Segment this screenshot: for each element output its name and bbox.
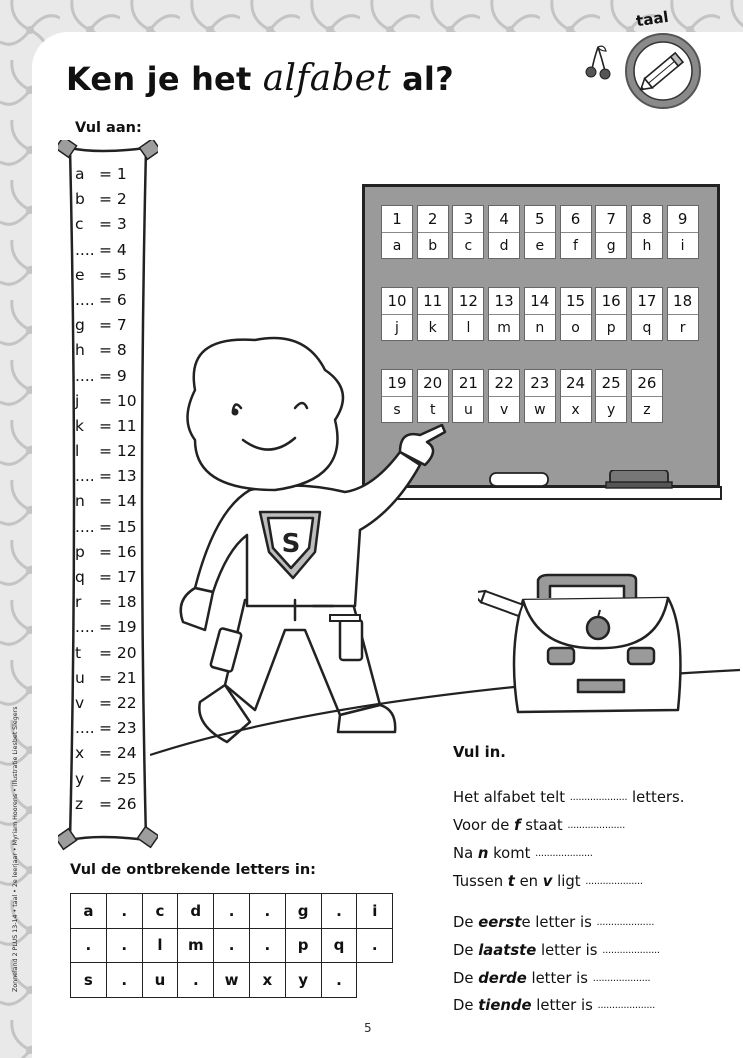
board-cell xyxy=(417,205,449,259)
board-cell-number: 12 xyxy=(453,288,483,315)
board-cell-letter: m xyxy=(497,320,511,336)
alphabet-number: = 16 xyxy=(99,542,137,561)
board-cell-number: 13 xyxy=(489,288,519,315)
missing-letters-heading: Vul de ontbrekende letters in: xyxy=(70,862,316,878)
grid-cell: c xyxy=(142,894,178,929)
alphabet-number: = 12 xyxy=(99,442,137,461)
grid-cell[interactable]: . xyxy=(321,963,357,998)
board-cell xyxy=(595,287,627,341)
alphabet-row xyxy=(75,565,155,590)
alphabet-row xyxy=(75,691,155,716)
alphabet-number: = 24 xyxy=(99,744,137,763)
board-cell xyxy=(631,287,663,341)
alphabet-number: = 4 xyxy=(99,240,127,259)
grid-cell: x xyxy=(249,963,285,998)
board-cell-letter: h xyxy=(642,238,652,254)
alphabet-row xyxy=(75,338,155,363)
board-cell-letter: c xyxy=(464,238,473,254)
board-cell-letter: i xyxy=(680,238,685,254)
board-cell xyxy=(524,287,556,341)
board-cell-number: 18 xyxy=(668,288,698,315)
board-cell-number: 5 xyxy=(525,206,555,233)
alphabet-number: = 14 xyxy=(99,492,137,511)
board-cell-letter: b xyxy=(428,238,438,254)
alphabet-row[interactable] xyxy=(75,615,155,640)
alphabet-row xyxy=(75,162,155,187)
board-cell-number: 4 xyxy=(489,206,519,233)
board-cell-number: 17 xyxy=(632,288,662,315)
chalk-and-eraser xyxy=(488,470,688,492)
board-cell xyxy=(488,205,520,259)
alphabet-row xyxy=(75,767,155,792)
grid-cell: m xyxy=(178,928,214,963)
alphabet-letter: k xyxy=(75,416,84,435)
board-cell-letter: v xyxy=(499,402,509,418)
alphabet-letter: .... xyxy=(75,467,95,486)
alphabet-letter: p xyxy=(75,542,85,561)
board-cell-number: 10 xyxy=(382,288,412,315)
grid-cell[interactable]: . xyxy=(214,894,250,929)
alphabet-letter: l xyxy=(75,442,80,461)
board-cell xyxy=(452,205,484,259)
alphabet-letter: .... xyxy=(75,366,95,385)
fill-in-line-8[interactable]: De tiende letter is .................... xyxy=(453,997,656,1014)
grid-cell: g xyxy=(285,894,321,929)
board-cell-number: 21 xyxy=(453,370,483,397)
grid-cell[interactable]: . xyxy=(178,963,214,998)
alphabet-number: = 23 xyxy=(99,719,137,738)
alphabet-letter: .... xyxy=(75,618,95,637)
cherry-icon xyxy=(584,45,612,81)
alphabet-number: = 7 xyxy=(99,316,127,335)
alphabet-number: = 5 xyxy=(99,265,127,284)
alphabet-number: = 19 xyxy=(99,618,137,637)
alphabet-number: = 26 xyxy=(99,794,137,813)
badge-label: taal xyxy=(634,7,670,31)
board-cell-number: 11 xyxy=(418,288,448,315)
grid-cell[interactable]: . xyxy=(106,928,142,963)
alphabet-letter: j xyxy=(75,391,80,410)
board-cell-number: 15 xyxy=(561,288,591,315)
board-cell-letter: y xyxy=(607,402,616,418)
alphabet-number: = 18 xyxy=(99,593,137,612)
board-cell-letter: d xyxy=(499,238,509,254)
grid-cell[interactable]: . xyxy=(249,928,285,963)
alphabet-number: = 22 xyxy=(99,693,137,712)
alphabet-letter: y xyxy=(75,769,85,788)
alphabet-row xyxy=(75,590,155,615)
board-cell-number: 14 xyxy=(525,288,555,315)
board-cell-number: 1 xyxy=(382,206,412,233)
alphabet-letter: v xyxy=(75,693,85,712)
alphabet-number: = 20 xyxy=(99,643,137,662)
alphabet-row xyxy=(75,313,155,338)
grid-cell[interactable]: . xyxy=(71,928,107,963)
alphabet-letter: t xyxy=(75,643,82,662)
grid-row xyxy=(71,894,393,929)
alphabet-row[interactable] xyxy=(75,288,155,313)
board-cell-number: 2 xyxy=(418,206,448,233)
board-cell-letter: l xyxy=(466,320,471,336)
alphabet-number: = 13 xyxy=(99,467,137,486)
board-cell-number: 23 xyxy=(525,370,555,397)
alphabet-letter: n xyxy=(75,492,85,511)
grid-cell[interactable]: . xyxy=(321,894,357,929)
alphabet-number: = 6 xyxy=(99,290,127,309)
alphabet-number: = 15 xyxy=(99,517,137,536)
grid-cell[interactable]: . xyxy=(214,928,250,963)
alphabet-letter: c xyxy=(75,215,84,234)
board-cell xyxy=(667,205,699,259)
alphabet-row xyxy=(75,489,155,514)
board-cell xyxy=(595,369,627,423)
alphabet-number: = 17 xyxy=(99,568,137,586)
page-number: 5 xyxy=(364,1021,372,1035)
board-cell xyxy=(488,369,520,423)
alphabet-row xyxy=(75,540,155,565)
alphabet-letter: .... xyxy=(75,719,95,738)
board-cell xyxy=(452,287,484,341)
shirt-letter: S xyxy=(281,529,301,559)
grid-cell: p xyxy=(285,928,321,963)
page-title: Ken je het alfabet al? xyxy=(66,58,454,99)
fill-in-line-4[interactable]: Tussen t en v ligt .................... xyxy=(453,873,643,890)
alphabet-row xyxy=(75,641,155,666)
board-cell xyxy=(631,205,663,259)
alphabet-row xyxy=(75,741,155,766)
alphabet-letter: .... xyxy=(75,517,95,536)
board-cell xyxy=(595,205,627,259)
alphabet-letter: g xyxy=(75,316,85,335)
board-cell-letter: e xyxy=(535,238,545,254)
grid-cell[interactable]: . xyxy=(106,963,142,998)
board-cell-number: 20 xyxy=(418,370,448,397)
alphabet-row[interactable] xyxy=(75,364,155,389)
alphabet-number: = 9 xyxy=(99,366,127,385)
board-cell-letter: q xyxy=(642,320,652,336)
alphabet-letter: h xyxy=(75,341,85,360)
board-cell xyxy=(560,287,592,341)
board-cell xyxy=(524,205,556,259)
grid-row xyxy=(71,928,393,963)
fill-in-line-5[interactable]: De eerste letter is .................... xyxy=(453,914,655,931)
grid-cell: w xyxy=(214,963,250,998)
board-cell-letter: u xyxy=(463,402,473,418)
alphabet-number: = 8 xyxy=(99,341,127,360)
grid-cell: s xyxy=(71,963,107,998)
board-cell-letter: z xyxy=(643,402,651,418)
board-cell-number: 24 xyxy=(561,370,591,397)
grid-cell[interactable]: . xyxy=(249,894,285,929)
alphabet-letter: z xyxy=(75,794,84,813)
board-cell-letter: f xyxy=(573,238,578,254)
alphabet-letter: .... xyxy=(75,290,95,309)
board-cell xyxy=(560,205,592,259)
alphabet-number: = 2 xyxy=(99,190,127,209)
alphabet-letter: b xyxy=(75,190,85,209)
board-cell xyxy=(524,369,556,423)
board-cell-letter: n xyxy=(535,320,545,336)
fill-in-heading: Vul in. xyxy=(453,744,506,761)
board-cell-letter: o xyxy=(571,320,580,336)
board-cell-letter: p xyxy=(606,320,616,336)
board-cell-number: 7 xyxy=(596,206,626,233)
grid-cell: q xyxy=(321,928,357,963)
board-cell-letter: j xyxy=(395,320,399,336)
grid-cell: d xyxy=(178,894,214,929)
missing-letters-grid xyxy=(70,893,393,998)
alphabet-row[interactable] xyxy=(75,464,155,489)
alphabet-row[interactable] xyxy=(75,515,155,540)
board-cell-number: 26 xyxy=(632,370,662,397)
board-cell-number: 8 xyxy=(632,206,662,233)
alphabet-letter: a xyxy=(75,165,85,183)
alphabet-list xyxy=(75,162,155,817)
grid-cell: l xyxy=(142,928,178,963)
board-cell xyxy=(631,369,663,423)
alphabet-letter: e xyxy=(75,265,85,284)
board-cell-number: 3 xyxy=(453,206,483,233)
alphabet-row xyxy=(75,263,155,288)
fill-in-line-3[interactable]: Na n komt .................... xyxy=(453,845,593,862)
alphabet-letter: .... xyxy=(75,240,95,259)
board-cell-number: 25 xyxy=(596,370,626,397)
fill-in-line-6[interactable]: De laatste letter is .................... xyxy=(453,942,660,959)
alphabet-row xyxy=(75,666,155,691)
board-cell-letter: r xyxy=(679,320,686,336)
board-cell-letter: g xyxy=(606,238,616,254)
grid-cell: a xyxy=(71,894,107,929)
board-cell xyxy=(452,369,484,423)
alphabet-letter: q xyxy=(75,568,85,586)
alphabet-letter: x xyxy=(75,744,85,763)
board-cell-letter: t xyxy=(429,402,436,418)
board-cell xyxy=(381,205,413,259)
board-cell-number: 6 xyxy=(561,206,591,233)
alphabet-number: = 1 xyxy=(99,165,127,183)
grid-cell[interactable]: . xyxy=(357,928,393,963)
scroll-heading: Vul aan: xyxy=(75,120,142,136)
board-cell xyxy=(488,287,520,341)
alphabet-row xyxy=(75,414,155,439)
alphabet-row[interactable] xyxy=(75,238,155,263)
board-cell-number: 22 xyxy=(489,370,519,397)
alphabet-letter: u xyxy=(75,668,85,687)
alphabet-row xyxy=(75,389,155,414)
fill-in-line-1[interactable]: Het alfabet telt .................... letters. xyxy=(453,789,685,806)
board-cell xyxy=(667,287,699,341)
fill-in-line-2[interactable]: Voor de f staat .................... xyxy=(453,817,625,834)
pencil-icon xyxy=(624,32,702,110)
alphabet-row xyxy=(75,212,155,237)
fill-in-line-7[interactable]: De derde letter is .................... xyxy=(453,970,651,987)
board-cell-number: 16 xyxy=(596,288,626,315)
board-cell xyxy=(560,369,592,423)
board-cell-number: 9 xyxy=(668,206,698,233)
alphabet-letter: r xyxy=(75,593,82,612)
alphabet-row xyxy=(75,439,155,464)
alphabet-number: = 3 xyxy=(99,215,127,234)
alphabet-number: = 10 xyxy=(99,391,137,410)
alphabet-row xyxy=(75,187,155,212)
alphabet-row[interactable] xyxy=(75,716,155,741)
alphabet-number: = 21 xyxy=(99,668,137,687)
alphabet-row xyxy=(75,792,155,817)
grid-cell[interactable]: . xyxy=(106,894,142,929)
board-cell-letter: x xyxy=(571,402,580,418)
board-cell-letter: s xyxy=(393,402,401,418)
board-cell-letter: a xyxy=(392,238,402,254)
alphabet-number: = 11 xyxy=(99,416,137,435)
sidebar-credit: Zonneland 2 PLUS 13-14 • taal • 2e leerjaar • Myriam Hoorens • illustratie Liesbet Slegers xyxy=(12,706,19,992)
alphabet-number: = 25 xyxy=(99,769,137,788)
grid-cell: i xyxy=(357,894,393,929)
grid-cell: u xyxy=(142,963,178,998)
board-cell-letter: k xyxy=(428,320,437,336)
grid-row xyxy=(71,963,393,998)
board-cell-letter: w xyxy=(534,402,546,418)
grid-cell: y xyxy=(285,963,321,998)
schoolbag-illustration xyxy=(478,570,688,720)
board-cell-number: 19 xyxy=(382,370,412,397)
